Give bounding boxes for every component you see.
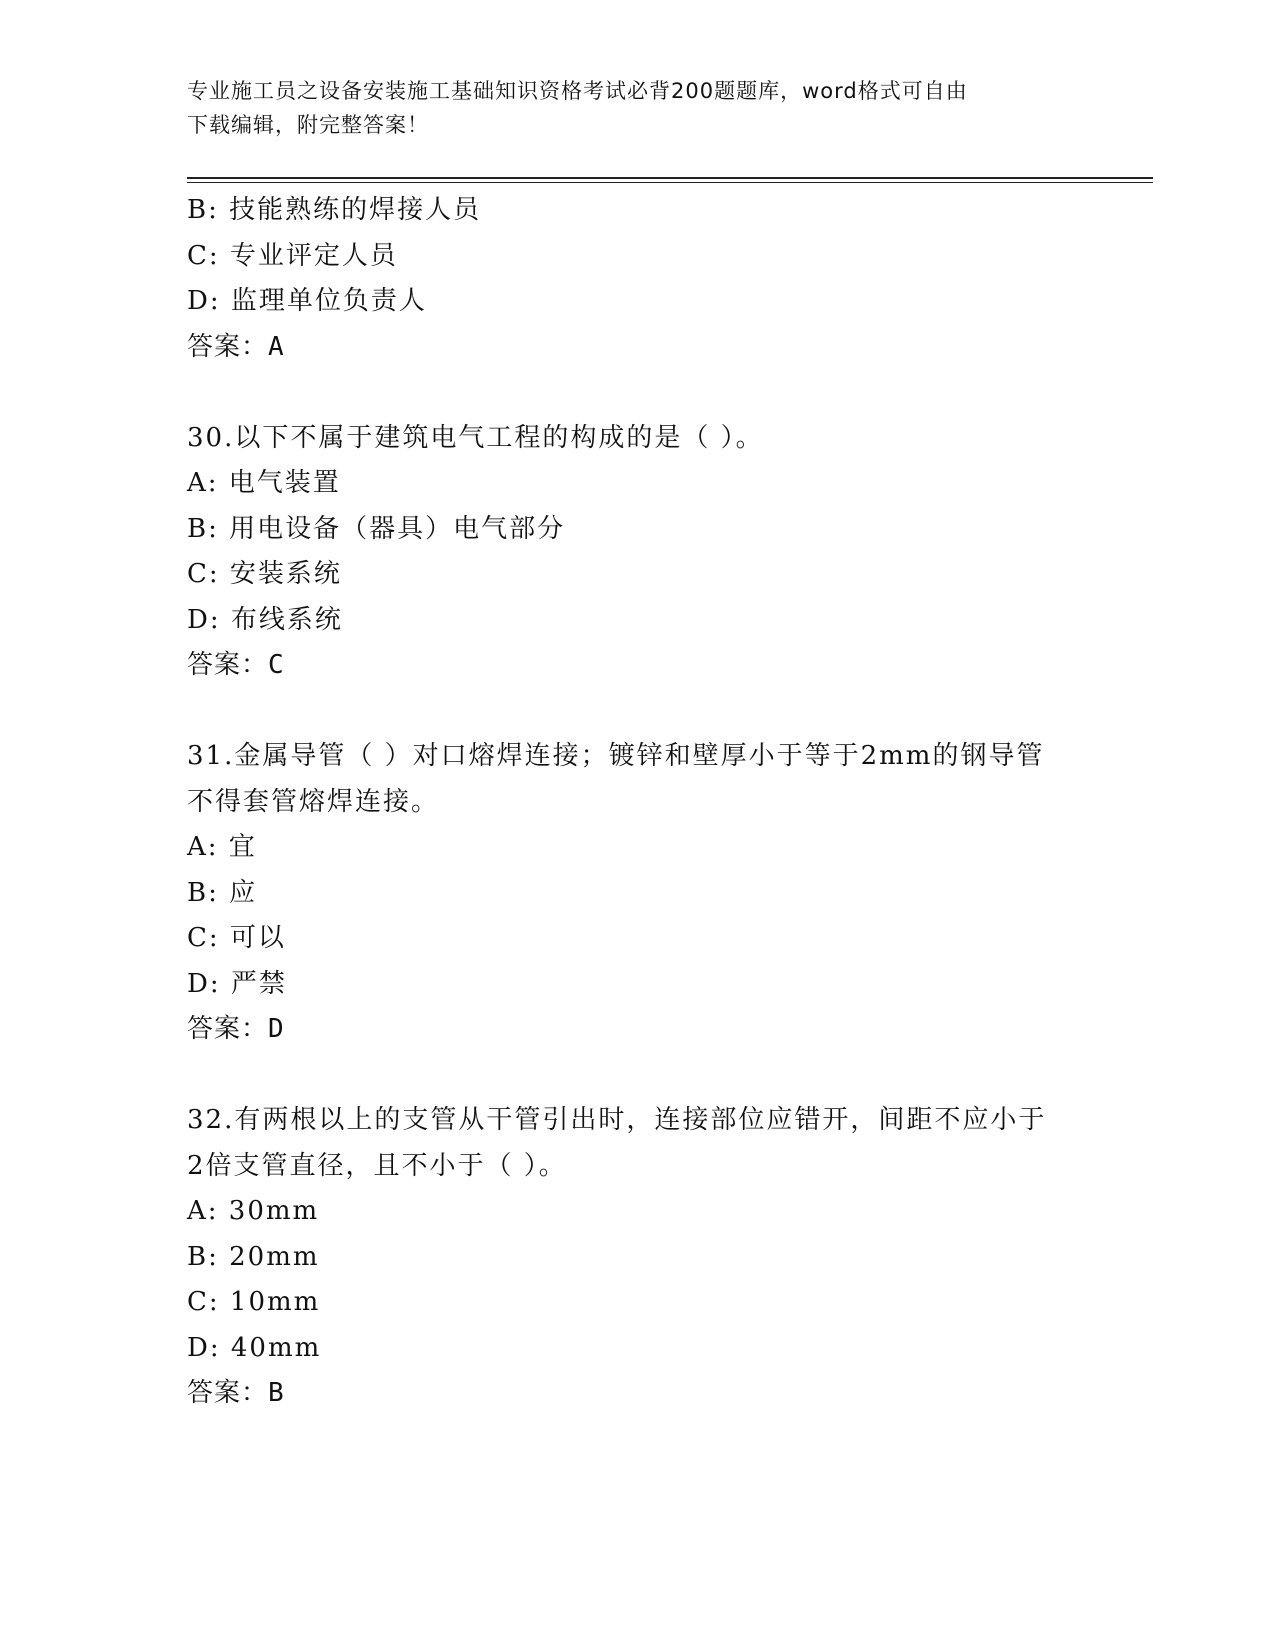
option-c: C: 10mm bbox=[187, 1287, 321, 1317]
question-29-continued bbox=[187, 188, 1087, 370]
option-c: C: 专业评定人员 bbox=[187, 240, 398, 271]
header-rule-thick bbox=[187, 177, 1153, 179]
answer-line: 答案：D bbox=[187, 1014, 285, 1044]
option-a: A: 宜 bbox=[187, 832, 257, 862]
option-d: D: 40mm bbox=[187, 1332, 322, 1363]
question-30 bbox=[187, 416, 1087, 689]
option-b: B: 应 bbox=[187, 877, 258, 908]
option-c: C: 可以 bbox=[187, 923, 286, 953]
spacer bbox=[187, 370, 1087, 416]
option-b: B: 用电设备（器具）电气部分 bbox=[187, 513, 566, 544]
question-stem: 30.以下不属于建筑电气工程的构成的是（ ）。 bbox=[187, 422, 764, 453]
header-rule-thin bbox=[187, 182, 1153, 183]
option-d: D: 监理单位负责人 bbox=[187, 286, 427, 316]
question-31 bbox=[187, 734, 1087, 1053]
option-b: B: 技能熟练的焊接人员 bbox=[187, 195, 482, 225]
document-header bbox=[187, 74, 1087, 142]
option-d: D: 严禁 bbox=[187, 968, 287, 999]
spacer bbox=[187, 1053, 1087, 1099]
question-32 bbox=[187, 1098, 1087, 1417]
header-line-1: 专业施工员之设备安装施工基础知识资格考试必背200题题库，word格式可自由 bbox=[187, 79, 968, 103]
answer-line: 答案：A bbox=[187, 331, 285, 362]
answer-line: 答案：B bbox=[187, 1378, 285, 1408]
option-d: D: 布线系统 bbox=[187, 604, 343, 635]
option-b: B: 20mm bbox=[187, 1241, 320, 1272]
header-line-2: 下载编辑，附完整答案！ bbox=[187, 113, 429, 137]
question-stem-line-1: 31.金属导管（ ）对口熔焊连接；镀锌和壁厚小于等于2mm的钢导管 bbox=[187, 741, 1045, 771]
question-stem-line-1: 32.有两根以上的支管从干管引出时，连接部位应错开，间距不应小于 bbox=[187, 1105, 1047, 1135]
answer-line: 答案：C bbox=[187, 650, 285, 680]
question-stem-line-2: 不得套管熔焊连接。 bbox=[187, 786, 440, 817]
spacer bbox=[187, 689, 1087, 735]
option-a: A: 电气装置 bbox=[187, 468, 341, 498]
option-a: A: 30mm bbox=[187, 1196, 320, 1226]
question-list bbox=[187, 188, 1087, 1417]
question-stem-line-2: 2倍支管直径，且不小于（ ）。 bbox=[187, 1150, 567, 1181]
option-c: C: 安装系统 bbox=[187, 559, 342, 589]
